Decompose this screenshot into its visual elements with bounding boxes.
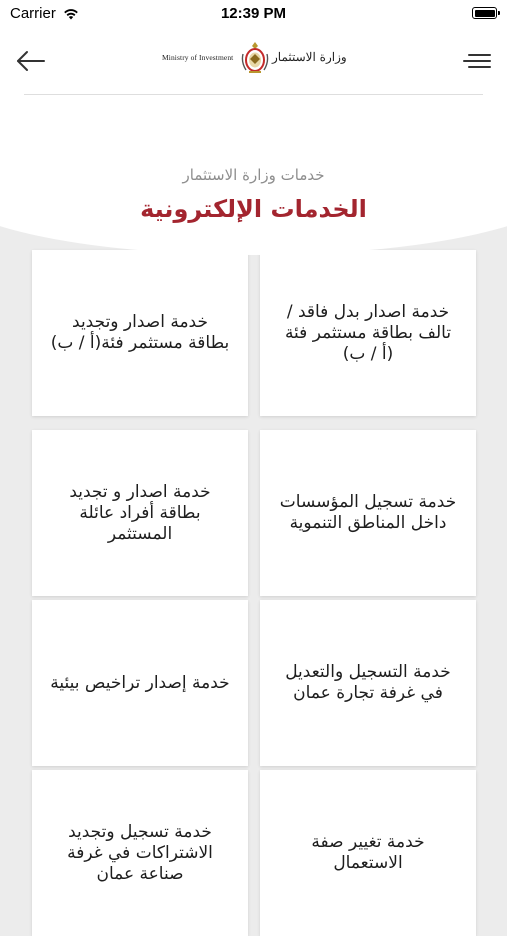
service-card[interactable] xyxy=(32,770,248,936)
back-button[interactable] xyxy=(14,46,48,76)
page-subtitle: خدمات وزارة الاستثمار xyxy=(182,166,325,184)
hamburger-menu-icon xyxy=(459,46,493,76)
menu-button[interactable] xyxy=(459,46,493,76)
clock: 12:39 PM xyxy=(220,5,287,22)
service-card[interactable] xyxy=(260,770,476,936)
status-bar xyxy=(0,0,507,28)
jordan-emblem-icon xyxy=(240,40,270,76)
service-card-label: خدمة تسجيل المؤسسات داخل المناطق التنموية xyxy=(279,492,457,533)
service-card-label: خدمة اصدار وتجديد بطاقة مستثمر فئة(أ / ب) xyxy=(50,312,230,353)
service-card-label: خدمة اصدار و تجديد بطاقة أفراد عائلة المستثمر xyxy=(69,481,211,544)
services-grid xyxy=(0,250,507,900)
logo-english-text: Ministry of Investment xyxy=(162,53,234,62)
service-card-label: خدمة تغيير صفة الاستعمال xyxy=(311,832,425,873)
service-card-label: خدمة تسجيل وتجديد الاشتراكات في غرفة صناعة عمان xyxy=(67,821,213,884)
service-card[interactable] xyxy=(260,250,476,416)
page-title: الخدمات الإلكترونية xyxy=(140,195,367,223)
ministry-logo xyxy=(162,40,352,80)
service-card[interactable] xyxy=(32,600,248,766)
service-card-label: خدمة اصدار بدل فاقد / تالف بطاقة مستثمر فئة (أ / ب) xyxy=(284,301,452,364)
service-card-label: خدمة التسجيل والتعديل في غرفة تجارة عمان xyxy=(285,662,451,703)
logo-arabic-text: وزارة الاستثمار xyxy=(272,50,347,64)
service-card[interactable] xyxy=(32,250,248,416)
battery-icon xyxy=(472,7,497,19)
header-divider xyxy=(24,94,483,95)
nav-header xyxy=(0,28,507,94)
carrier-label: Carrier xyxy=(10,5,56,22)
service-card[interactable] xyxy=(260,430,476,596)
arrow-left-icon xyxy=(14,46,48,76)
service-card[interactable] xyxy=(260,600,476,766)
service-card[interactable] xyxy=(32,430,248,596)
service-card-label: خدمة إصدار تراخيص بيئية xyxy=(50,672,230,693)
